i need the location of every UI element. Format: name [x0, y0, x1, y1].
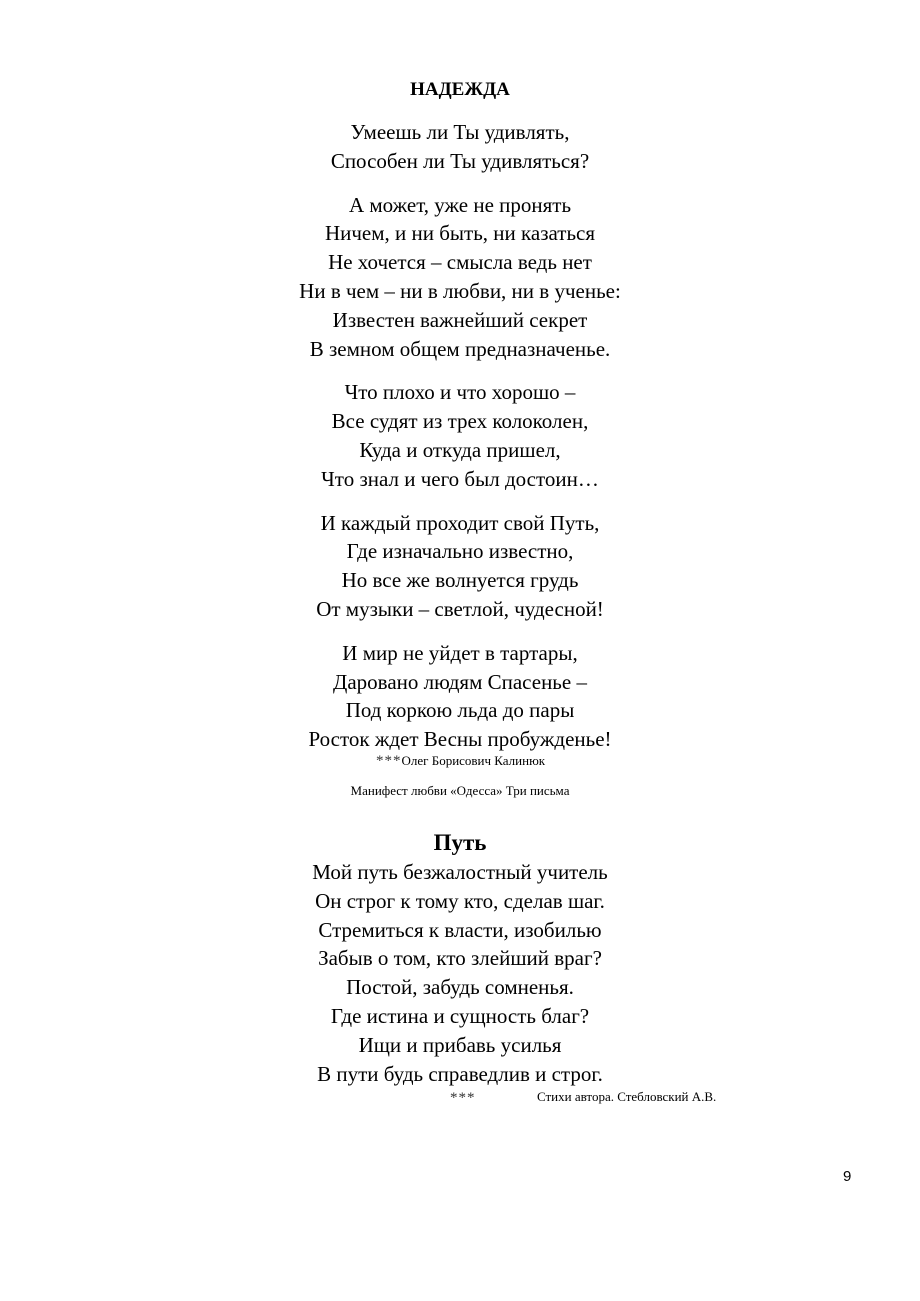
poem-line: Известен важнейший секрет: [332, 307, 588, 332]
poem-line: Постой, забудь сомненья.: [346, 975, 574, 1000]
poem-line: В пути будь справедлив и строг.: [317, 1061, 603, 1086]
poem-line: Ищи и прибавь усилья: [358, 1032, 562, 1057]
poem-line: И мир не уйдет в тартары,: [342, 640, 578, 665]
poem-line: Но все же волнуется грудь: [341, 568, 579, 593]
poem-title-nadezhda: НАДЕЖДА: [410, 79, 510, 100]
asterism-stars: ***: [376, 753, 402, 769]
poem-line: Под коркою льда до пары: [345, 698, 575, 723]
poem-line: Где изначально известно,: [346, 539, 574, 564]
stanza: [0, 378, 920, 493]
stanza: [0, 858, 920, 1088]
stanza: [0, 118, 920, 176]
poem-line: Умеешь ли Ты удивлять,: [350, 120, 570, 144]
poem-line: Куда и откуда пришел,: [359, 437, 561, 462]
poem-title-put: Путь: [433, 830, 487, 855]
author-name: Стихи автора. Стебловский А.В.: [537, 1089, 717, 1104]
poem-line: Где истина и сущность благ?: [330, 1003, 590, 1028]
poem-put-body: [0, 858, 920, 1103]
poem-line: Что плохо и что хорошо –: [344, 380, 576, 405]
poem-line: Стремиться к власти, изобилью: [318, 917, 602, 942]
page-number: 9: [843, 1168, 852, 1185]
poem-line: Забыв о том, кто злейший враг?: [318, 946, 602, 971]
poem-line: Он строг к тому кто, сделав шаг.: [315, 888, 605, 913]
poem-line: А может, уже не пронять: [348, 192, 572, 217]
poem-line: Не хочется – смысла ведь нет: [328, 250, 592, 275]
poem-line: Что знал и чего был достоин…: [321, 466, 599, 491]
stanza: [0, 639, 920, 754]
poem-line: Мой путь безжалостный учитель: [312, 860, 608, 884]
poem-line: Все судят из трех колоколен,: [331, 409, 589, 434]
stanza: [0, 191, 920, 364]
poem-line: Даровано людям Спасенье –: [333, 669, 587, 694]
poem-line: Ничем, и ни быть, ни казаться: [324, 221, 596, 246]
stanza: [0, 509, 920, 624]
poem-line: От музыки – светлой, чудесной!: [316, 596, 604, 621]
poem-line: И каждый проходит свой Путь,: [320, 510, 600, 535]
poem-nadezhda-body: [0, 118, 920, 769]
poem-signature: [376, 752, 545, 770]
poem-line: Росток ждет Весны пробужденье!: [308, 727, 612, 752]
author-name: Олег Борисович Калинюк: [401, 753, 546, 768]
poem-line: Способен ли Ты удивляться?: [330, 148, 590, 173]
source-note: Манифест любви «Одесса» Три письма: [350, 783, 570, 798]
poem-line: Ни в чем – ни в любви, ни в ученье:: [299, 278, 621, 303]
asterism-stars: ***: [450, 1090, 476, 1106]
poem-line: В земном общем предназначенье.: [309, 336, 611, 361]
